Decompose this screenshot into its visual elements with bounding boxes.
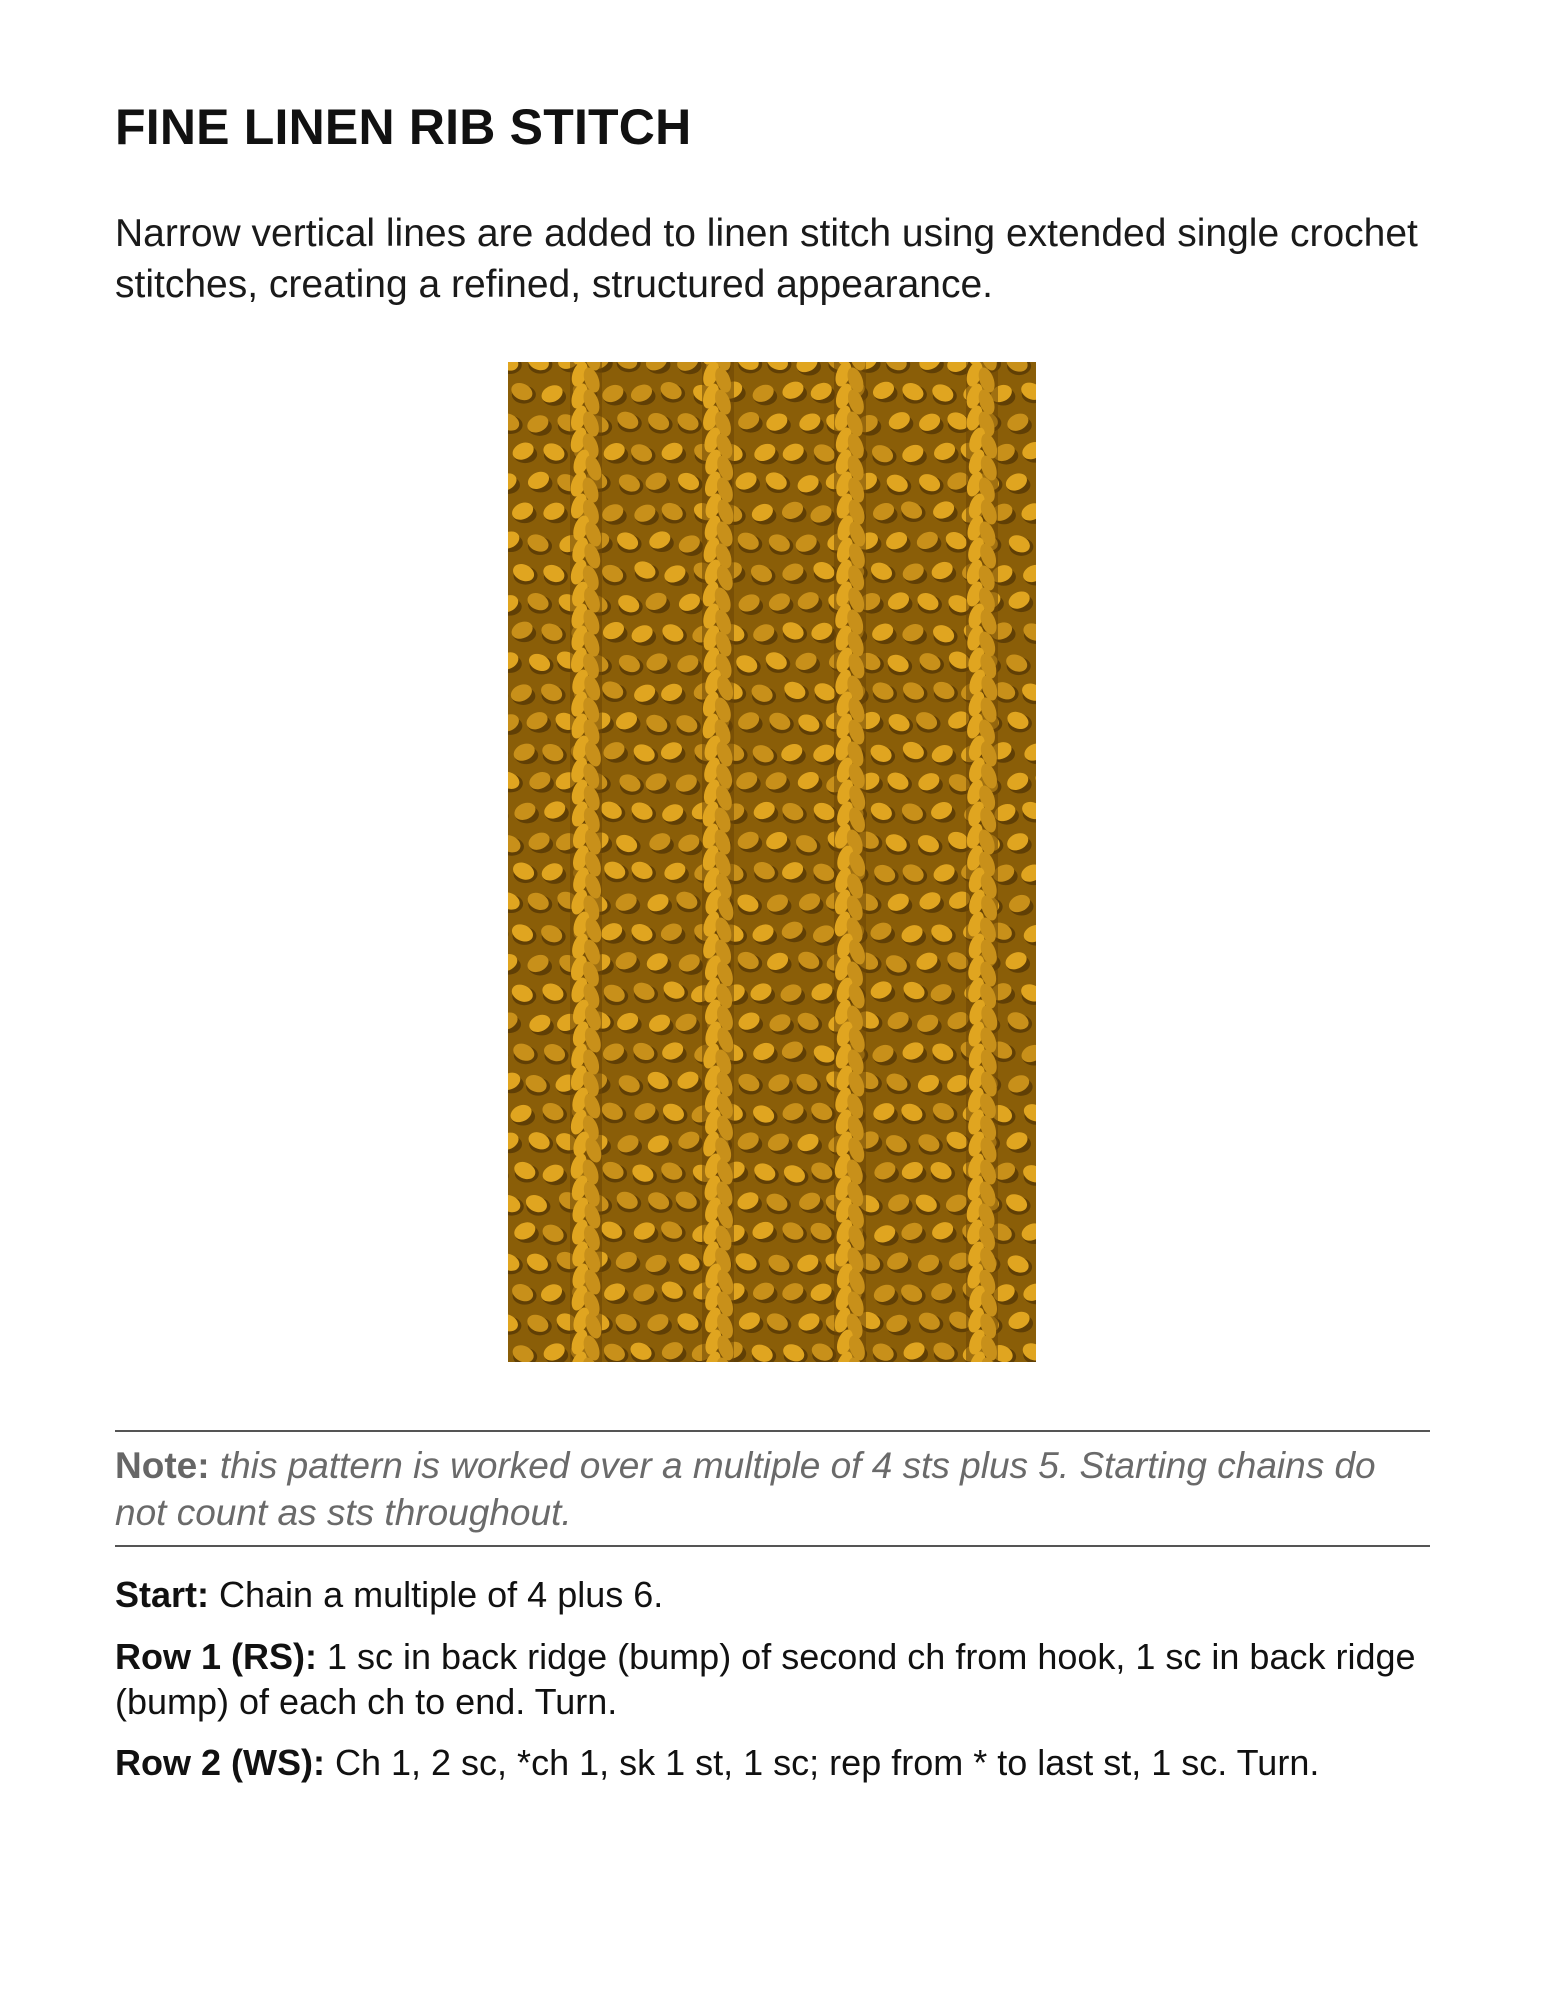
pattern-note [115,1442,1435,1536]
start-label: Start: [115,1574,210,1615]
pattern-page [115,0,1435,2007]
stitch-swatch-photo [508,362,1036,1362]
start-text: Chain a multiple of 4 plus 6. [209,1574,664,1615]
instruction-row-1 [115,1634,1435,1724]
instruction-row-2 [115,1740,1435,1785]
page-title: FINE LINEN RIB STITCH [115,99,692,155]
intro-paragraph: Narrow vertical lines are added to linen stitch using extended single crochet stitches, creating a refined, structured appearance. [115,212,1418,306]
row-1-label: Row 1 (RS): [115,1636,317,1677]
note-divider-bottom [115,1545,1430,1547]
note-text: this pattern is worked over a multiple of 4 sts plus 5. Starting chains do not count as sts throughout. [115,1445,1376,1533]
note-label: Note: [115,1445,210,1486]
instruction-start [115,1572,1435,1617]
note-divider-top [115,1430,1430,1432]
swatch-texture [508,362,1036,1362]
row-1-text: 1 sc in back ridge (bump) of second ch from hook, 1 sc in back ridge (bump) of each ch to end. Turn. [115,1636,1416,1722]
row-2-text: Ch 1, 2 sc, *ch 1, sk 1 st, 1 sc; rep from * to last st, 1 sc. Turn. [324,1742,1320,1783]
row-2-label: Row 2 (WS): [115,1742,325,1783]
